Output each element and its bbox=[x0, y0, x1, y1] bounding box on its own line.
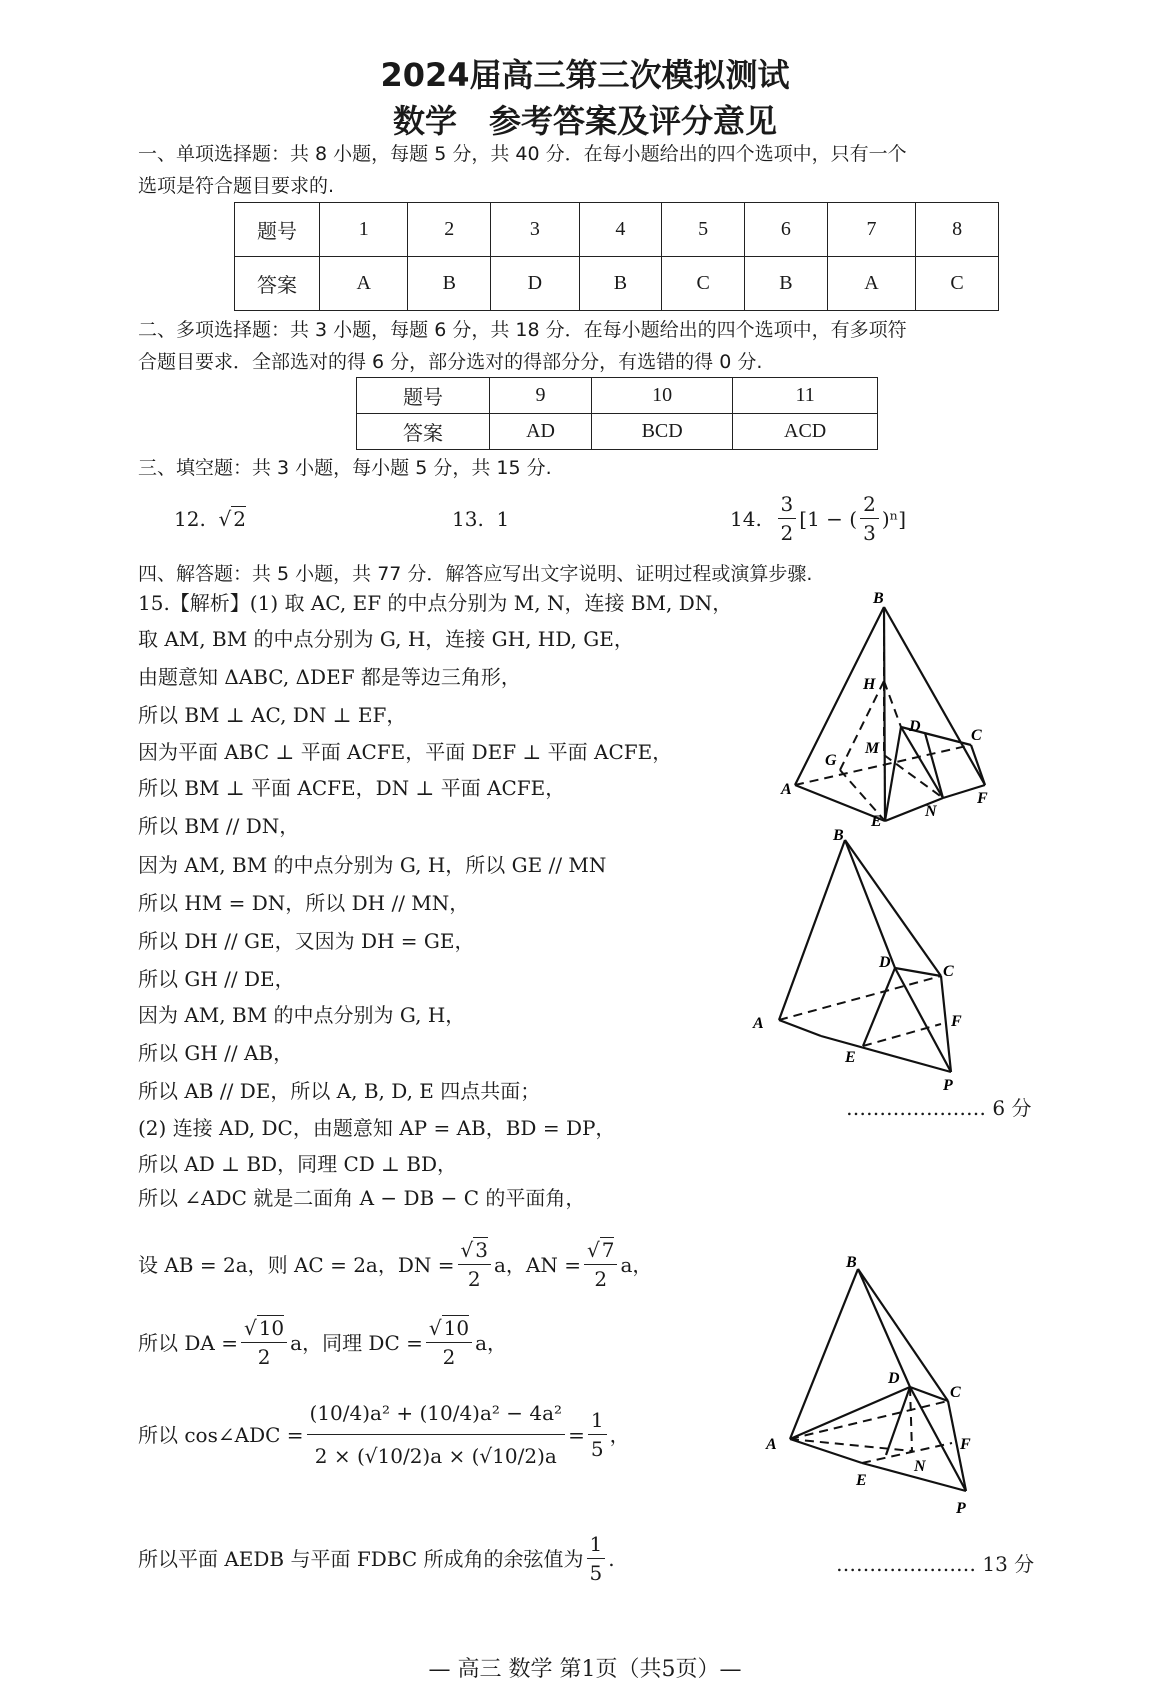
page-footer: — 高三 数学 第1页（共5页）— bbox=[428, 1657, 742, 1682]
figure-3-label: F bbox=[960, 1436, 971, 1453]
table-cell: 3 bbox=[491, 203, 579, 257]
solution-line: 因为平面 ABC ⊥ 平面 ACFE，平面 DEF ⊥ 平面 ACFE， bbox=[138, 740, 673, 764]
table-cell: BCD bbox=[592, 414, 733, 450]
solution-line: 因为 AM, BM 的中点分别为 G, H，所以 GE // MN bbox=[138, 853, 607, 877]
answer-12: 12. √ 2 bbox=[174, 507, 247, 531]
solution-line-conclusion: 所以平面 AEDB 与平面 FDBC 所成角的余弦值为 $\frac{1}{5}$ . bbox=[138, 1532, 615, 1585]
table-header-cell: 题号 bbox=[357, 378, 490, 414]
solution-line: 因为 AM, BM 的中点分别为 G, H， bbox=[138, 1003, 466, 1027]
solution-line: 所以 GH // AB， bbox=[138, 1041, 294, 1065]
table-cell: C bbox=[662, 257, 745, 311]
figure-3-pyramid bbox=[760, 1255, 990, 1520]
table-row bbox=[235, 203, 999, 257]
solution-line: 取 AM, BM 的中点分别为 G, H，连接 GH, HD, GE， bbox=[138, 627, 634, 651]
table-cell: B bbox=[579, 257, 662, 311]
page-subtitle: 数学 参考答案及评分意见 bbox=[392, 102, 777, 140]
table-cell: 5 bbox=[662, 203, 745, 257]
figure-3-label: C bbox=[950, 1384, 961, 1401]
solution-line: 所以 HM = DN，所以 DH // MN， bbox=[138, 891, 470, 915]
table-cell: D bbox=[491, 257, 579, 311]
figure-1-label: H bbox=[863, 676, 876, 693]
section2-answer-table bbox=[356, 377, 878, 450]
table-cell: A bbox=[320, 257, 408, 311]
answer-14: 14. $\frac{3}{2}$ [1 − ( $\frac{2}{3}$ )ⁿ] bbox=[730, 492, 907, 545]
solution-line: 15.【解析】(1) 取 AC, EF 的中点分别为 M, N，连接 BM, DN， bbox=[138, 591, 733, 615]
solution-line-dn-an: 设 AB = 2a，则 AC = 2a，DN = $\frac{√ 3}{2}$ a，AN = $\frac{√ 7}{2}$ a， bbox=[138, 1238, 653, 1291]
figure-1-label: A bbox=[781, 781, 792, 798]
figure-2-label: A bbox=[753, 1015, 764, 1032]
table-row bbox=[357, 414, 878, 450]
table-cell: 4 bbox=[579, 203, 662, 257]
section2-heading: 二、多项选择题：共 3 小题，每题 6 分，共 18 分．在每小题给出的四个选项中，有多项符 合题目要求．全部选对的得 6 分，部分选对的得部分分，有选错的得 0 分. bbox=[138, 319, 907, 373]
table-row bbox=[235, 257, 999, 311]
figure-3-label: N bbox=[914, 1458, 926, 1475]
figure-1-pyramid bbox=[775, 585, 995, 835]
solution-line: 所以 AB // DE，所以 A, B, D, E 四点共面； bbox=[138, 1079, 541, 1103]
solution-line: 由题意知 ΔABC, ΔDEF 都是等边三角形， bbox=[138, 665, 521, 689]
section4-heading: 四、解答题：共 5 小题，共 77 分．解答应写出文字说明、证明过程或演算步骤. bbox=[138, 563, 813, 585]
figure-1-label: E bbox=[871, 813, 882, 830]
table-cell: AD bbox=[490, 414, 592, 450]
figure-2-label: D bbox=[879, 954, 891, 971]
table-row bbox=[357, 378, 878, 414]
figure-1-label: D bbox=[909, 718, 921, 735]
score-marker: ………………… 6 分 bbox=[846, 1096, 1032, 1120]
solution-line: 所以 BM // DN， bbox=[138, 814, 300, 838]
page-title: 2024届高三第三次模拟测试 bbox=[380, 56, 790, 94]
table-cell: 9 bbox=[490, 378, 592, 414]
figure-1-label: F bbox=[977, 790, 988, 807]
figure-2-label: B bbox=[833, 828, 844, 844]
cos-fraction: $\frac{\text{(10/4)a² + (10/4)a² − 4a²}}{2 \times (√10/2)a \times (√10/2)a}$ bbox=[307, 1392, 566, 1477]
table-header-cell: 答案 bbox=[235, 257, 320, 311]
figure-1-label: M bbox=[865, 740, 880, 757]
table-cell: 6 bbox=[745, 203, 828, 257]
table-cell: B bbox=[408, 257, 491, 311]
solution-line-cos: 所以 cos∠ADC = $\frac{\text{(10/4)a² + (10/4)a² − 4a²}}{2 \times (√10/2)a \times (√10/2)a}$ = $\frac{1}{5}$ ， bbox=[138, 1392, 630, 1477]
figure-2-label: P bbox=[943, 1077, 953, 1094]
table-header-cell: 答案 bbox=[357, 414, 490, 450]
table-cell: 10 bbox=[592, 378, 733, 414]
table-cell: 8 bbox=[916, 203, 999, 257]
solution-line: 所以 BM ⊥ AC, DN ⊥ EF， bbox=[138, 703, 407, 727]
solution-line: 所以 DH // GE，又因为 DH = GE， bbox=[138, 929, 475, 953]
table-header-cell: 题号 bbox=[235, 203, 320, 257]
figure-3-label: A bbox=[766, 1436, 777, 1453]
solution-line-da-dc: 所以 DA = $\frac{√ 10}{2}$ a，同理 DC = $\frac{√ 10}{2}$ a， bbox=[138, 1316, 508, 1369]
table-cell: 7 bbox=[827, 203, 915, 257]
table-cell: 2 bbox=[408, 203, 491, 257]
table-cell: 1 bbox=[320, 203, 408, 257]
figure-3-label: E bbox=[856, 1472, 867, 1489]
table-cell: C bbox=[916, 257, 999, 311]
solution-line: 所以 BM ⊥ 平面 ACFE，DN ⊥ 平面 ACFE， bbox=[138, 776, 566, 800]
solution-line: 所以 ∠ADC 就是二面角 A − DB − C 的平面角， bbox=[138, 1186, 586, 1210]
figure-2-pyramid bbox=[745, 828, 985, 1096]
figure-1-label: N bbox=[925, 803, 937, 820]
figure-2-label: F bbox=[951, 1013, 962, 1030]
figure-3-label: B bbox=[846, 1255, 857, 1271]
answer-13: 13. 1 bbox=[452, 507, 510, 531]
figure-2-label: E bbox=[845, 1049, 856, 1066]
figure-1-label: C bbox=[971, 727, 982, 744]
table-cell: A bbox=[827, 257, 915, 311]
score-marker: ………………… 13 分 bbox=[836, 1552, 1035, 1576]
solution-15 bbox=[138, 590, 732, 1221]
figure-1-label: B bbox=[873, 590, 884, 607]
solution-line: 所以 AD ⊥ BD，同理 CD ⊥ BD， bbox=[138, 1152, 458, 1176]
figure-3-label: P bbox=[956, 1500, 966, 1517]
solution-line: 所以 GH // DE， bbox=[138, 967, 295, 991]
solution-line: (2) 连接 AD, DC，由题意知 AP = AB，BD = DP， bbox=[138, 1116, 616, 1140]
table-cell: ACD bbox=[733, 414, 878, 450]
figure-3-label: D bbox=[888, 1370, 900, 1387]
figure-1-label: G bbox=[825, 752, 837, 769]
section1-heading: 一、单项选择题：共 8 小题，每题 5 分，共 40 分．在每小题给出的四个选项中，只有一个 选项是符合题目要求的. bbox=[138, 143, 907, 197]
figure-2-label: C bbox=[943, 963, 954, 980]
section3-heading: 三、填空题：共 3 小题，每小题 5 分，共 15 分. bbox=[138, 457, 552, 479]
table-cell: B bbox=[745, 257, 828, 311]
table-cell: 11 bbox=[733, 378, 878, 414]
section1-answer-table bbox=[234, 202, 999, 311]
